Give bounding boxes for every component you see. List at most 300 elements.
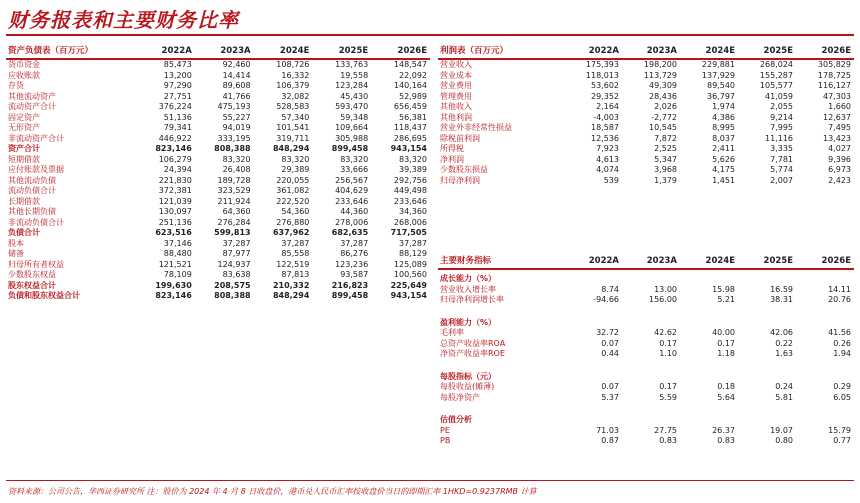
- row-label: 少数股东权益: [8, 270, 56, 279]
- balance-sheet-panel: [6, 44, 430, 302]
- row-value: 2,007: [770, 175, 793, 185]
- row-value: 319,711: [276, 133, 310, 143]
- row-label: 其他利润: [440, 112, 472, 122]
- row-label: 无形资产: [8, 123, 40, 132]
- row-label: 营业费用: [440, 81, 472, 90]
- year-header: 2024E: [254, 44, 313, 59]
- row-value: 83,320: [222, 154, 251, 164]
- row-value: 40.00: [712, 328, 735, 337]
- row-value: 682,635: [331, 228, 369, 237]
- row-value: 808,388: [214, 144, 251, 153]
- row-value: 41.56: [828, 328, 851, 337]
- table-header-row: [438, 44, 854, 59]
- table-row: [438, 134, 854, 145]
- year-header: 2024E: [680, 254, 738, 269]
- row-value: 34,360: [399, 207, 427, 216]
- row-value: 105,577: [759, 81, 793, 90]
- table-row: [438, 295, 854, 306]
- row-label: 管理费用: [440, 91, 472, 101]
- table-row: [438, 393, 854, 404]
- row-value: 13.00: [654, 284, 677, 294]
- row-value: -4,003: [593, 112, 619, 122]
- row-value: 59,348: [340, 112, 369, 122]
- row-value: 286,695: [393, 133, 427, 143]
- year-header: 2023A: [195, 44, 254, 59]
- row-value: 88,480: [163, 249, 192, 258]
- row-value: 24,394: [163, 165, 192, 174]
- row-value: 29,352: [591, 91, 619, 101]
- section-title: 成长能力（%）: [440, 274, 497, 283]
- row-value: 37,287: [281, 238, 310, 248]
- row-value: 593,470: [335, 102, 369, 111]
- row-value: 808,388: [214, 291, 251, 300]
- row-value: 18,587: [591, 123, 619, 132]
- table-row: [438, 59, 854, 71]
- section-gap: [438, 403, 854, 411]
- row-value: 97,290: [163, 81, 192, 90]
- row-value: 47,303: [823, 91, 851, 101]
- row-label: 少数股东损益: [440, 165, 488, 174]
- row-value: 216,823: [331, 280, 369, 290]
- row-value: 28,436: [649, 91, 677, 101]
- row-value: 1,379: [654, 175, 677, 185]
- year-header: 2023A: [622, 44, 680, 59]
- section-header-row: [438, 269, 854, 285]
- page-title: 财务报表和主要财务比率: [8, 8, 239, 32]
- row-label: 负债合计: [8, 228, 40, 237]
- year-header: 2026E: [796, 44, 854, 59]
- row-value: 539: [603, 175, 619, 185]
- row-value: 100,560: [393, 270, 427, 279]
- row-value: 16.59: [770, 284, 793, 294]
- row-label: 流动资产合计: [8, 102, 56, 111]
- row-value: 372,381: [158, 186, 192, 195]
- row-value: 0.83: [659, 436, 677, 445]
- row-value: 4,613: [596, 154, 619, 164]
- table-row: [6, 81, 430, 92]
- row-value: 0.18: [717, 382, 735, 391]
- row-value: 130,097: [158, 207, 192, 216]
- row-value: 156.00: [649, 295, 677, 304]
- row-value: 108,726: [276, 60, 310, 69]
- year-header: 2025E: [738, 44, 796, 59]
- row-value: 305,988: [335, 133, 369, 143]
- row-value: 7,495: [828, 123, 851, 132]
- row-value: 0.24: [775, 382, 793, 391]
- row-value: 106,279: [158, 154, 192, 164]
- row-value: 27.75: [654, 425, 677, 435]
- year-header: 2023A: [622, 254, 680, 269]
- row-value: 2,164: [596, 102, 619, 111]
- section-header-row: [438, 411, 854, 426]
- table-header-row: [438, 254, 854, 269]
- row-value: 133,763: [335, 60, 369, 69]
- row-value: 0.22: [775, 338, 793, 348]
- table-row: [438, 123, 854, 134]
- row-value: 623,516: [155, 228, 192, 237]
- table-header-title: 利润表（百万元）: [438, 44, 564, 59]
- row-value: 71.03: [596, 425, 619, 435]
- row-label: 净资产收益率ROE: [440, 349, 505, 358]
- year-header: 2022A: [564, 254, 622, 269]
- row-value: 7,995: [770, 123, 793, 132]
- row-value: 823,146: [155, 291, 192, 300]
- row-value: 41,059: [765, 91, 793, 101]
- row-value: 222,520: [276, 196, 310, 206]
- row-label: 长期借款: [8, 196, 40, 206]
- row-label: 营业收入: [440, 60, 472, 69]
- row-label: 应付账款及票据: [8, 165, 64, 174]
- table-row: [6, 113, 430, 124]
- row-label: 其他流动负债: [8, 175, 56, 185]
- section-title: 每股指标（元）: [440, 371, 496, 381]
- row-label: 其他流动资产: [8, 91, 56, 101]
- table-row: [438, 436, 854, 447]
- row-label: 非流动负债合计: [8, 217, 64, 227]
- table-row: [6, 102, 430, 113]
- row-value: 87,813: [281, 270, 310, 279]
- table-row: [6, 239, 430, 250]
- row-value: 32,082: [281, 91, 310, 101]
- row-value: 57,340: [281, 112, 310, 122]
- row-value: 0.83: [717, 436, 735, 445]
- row-value: 178,725: [817, 70, 851, 80]
- row-value: 7,923: [596, 144, 619, 153]
- row-value: 78,109: [163, 270, 192, 279]
- row-value: 32.72: [596, 328, 619, 337]
- row-value: 14,414: [222, 70, 251, 80]
- row-label: 短期借款: [8, 154, 40, 164]
- table-row: [6, 134, 430, 145]
- table-row: [6, 155, 430, 166]
- year-header: 2025E: [312, 44, 371, 59]
- row-label: 归母净利润增长率: [440, 295, 504, 304]
- row-value: 123,284: [335, 81, 369, 90]
- row-value: 94,019: [222, 123, 251, 132]
- row-value: 2,525: [654, 144, 677, 153]
- row-value: 278,006: [335, 217, 369, 227]
- row-value: 148,547: [393, 60, 427, 69]
- gap-cell: [438, 403, 854, 411]
- row-value: 54,360: [281, 207, 310, 216]
- row-value: 15.79: [828, 425, 851, 435]
- table-row: [438, 328, 854, 339]
- row-value: 446,922: [158, 133, 192, 143]
- source-note: 资料来源：公司公告，华西证券研究所 注：股价为 2024 年 4 月 8 日收盘价，港币兑人民币汇率按收盘价当日的即期汇率 1HKD=0.9237RMB 计算: [8, 487, 537, 496]
- row-value: 404,629: [335, 186, 369, 195]
- row-value: 2,026: [654, 102, 677, 111]
- row-value: 14.11: [828, 284, 851, 294]
- row-value: 2,055: [770, 102, 793, 111]
- section-header-row: [438, 314, 854, 329]
- row-value: 49,309: [649, 81, 677, 90]
- row-value: 1,974: [712, 102, 735, 111]
- row-value: 4,386: [712, 112, 735, 122]
- row-value: 0.07: [601, 338, 619, 348]
- row-value: 79,341: [163, 123, 192, 132]
- table-row: [438, 155, 854, 166]
- row-value: 7,781: [770, 154, 793, 164]
- table-header-row: [6, 44, 430, 59]
- row-value: 88,129: [399, 249, 427, 258]
- row-value: 276,284: [217, 217, 251, 227]
- row-value: -2,772: [651, 112, 677, 122]
- row-value: 211,924: [217, 196, 251, 206]
- table-row: [6, 123, 430, 134]
- row-value: 122,519: [276, 259, 310, 269]
- row-value: 36,797: [707, 91, 735, 101]
- row-value: 55,227: [222, 112, 251, 122]
- row-value: -94.66: [593, 295, 619, 304]
- row-value: 83,320: [399, 154, 427, 164]
- row-value: 19.07: [770, 425, 793, 435]
- row-value: 85,473: [163, 60, 192, 69]
- row-label: 每股收益(摊薄): [440, 382, 495, 391]
- table-row: [438, 426, 854, 437]
- row-label: 归母所有者权益: [8, 259, 64, 269]
- row-value: 83,638: [222, 270, 251, 279]
- row-label: PE: [440, 425, 450, 435]
- row-value: 899,458: [331, 291, 369, 300]
- row-value: 42.06: [770, 328, 793, 337]
- table-row: [438, 81, 854, 92]
- row-value: 268,024: [759, 60, 793, 69]
- row-value: 89,540: [707, 81, 735, 90]
- income-statement-table: [438, 44, 854, 186]
- row-value: 125,089: [393, 259, 427, 269]
- table-row: [438, 92, 854, 103]
- row-value: 0.17: [717, 338, 735, 348]
- row-value: 5.59: [659, 392, 677, 402]
- table-row: [438, 285, 854, 296]
- section-gap: [438, 306, 854, 314]
- row-value: 29,389: [281, 165, 310, 174]
- row-label: 负债和股东权益合计: [8, 291, 80, 300]
- row-value: 118,013: [585, 70, 619, 80]
- row-value: 376,224: [158, 102, 192, 111]
- row-value: 38.31: [770, 295, 793, 304]
- row-value: 8,037: [712, 133, 735, 143]
- row-label: 营业成本: [440, 70, 472, 80]
- row-value: 475,193: [217, 102, 251, 111]
- row-label: PB: [440, 436, 451, 445]
- row-label: 非流动资产合计: [8, 133, 64, 143]
- year-header: 2026E: [371, 44, 430, 59]
- row-value: 37,287: [399, 238, 427, 248]
- row-value: 109,664: [335, 123, 369, 132]
- row-value: 449,498: [393, 186, 427, 195]
- table-row: [438, 102, 854, 113]
- row-value: 221,830: [158, 175, 192, 185]
- row-label: 其他长期负债: [8, 207, 56, 216]
- row-value: 0.17: [659, 338, 677, 348]
- row-value: 220,055: [276, 175, 310, 185]
- row-value: 13,200: [163, 70, 192, 80]
- row-label: 存货: [8, 81, 24, 90]
- table-row: [6, 207, 430, 218]
- year-header: 2026E: [796, 254, 854, 269]
- row-value: 26.37: [712, 425, 735, 435]
- row-value: 64,360: [222, 207, 251, 216]
- row-value: 3,335: [770, 144, 793, 153]
- row-value: 233,646: [335, 196, 369, 206]
- row-value: 1.18: [717, 349, 735, 358]
- row-value: 12,637: [823, 112, 851, 122]
- row-value: 137,929: [701, 70, 735, 80]
- row-value: 210,332: [272, 280, 310, 290]
- row-value: 0.29: [833, 382, 851, 391]
- row-label: 股东权益合计: [8, 280, 56, 290]
- row-value: 0.80: [775, 436, 793, 445]
- ratios-table: [438, 254, 854, 447]
- row-label: 每股净资产: [440, 392, 480, 402]
- title-rule: [6, 34, 854, 36]
- table-row: [6, 165, 430, 176]
- row-value: 256,567: [335, 175, 369, 185]
- row-value: 121,039: [158, 196, 192, 206]
- row-value: 1,660: [828, 102, 851, 111]
- balance-sheet-table: [6, 44, 430, 302]
- row-value: 1.94: [833, 349, 851, 358]
- row-label: 固定资产: [8, 112, 40, 122]
- row-value: 323,529: [217, 186, 251, 195]
- row-label: 所得税: [440, 144, 464, 153]
- table-row: [438, 113, 854, 124]
- row-value: 20.76: [828, 295, 851, 304]
- row-value: 16,332: [281, 70, 310, 80]
- row-label: 股本: [8, 238, 24, 248]
- table-row: [6, 249, 430, 260]
- row-value: 899,458: [331, 144, 369, 153]
- row-value: 175,393: [585, 60, 619, 69]
- row-label: 资产合计: [8, 144, 40, 153]
- row-value: 13,423: [823, 133, 851, 143]
- table-row: [6, 176, 430, 187]
- row-value: 113,729: [643, 70, 677, 80]
- row-value: 11,116: [765, 133, 793, 143]
- row-value: 101,541: [276, 123, 310, 132]
- row-label: 总资产收益率ROA: [440, 338, 506, 348]
- table-row: [438, 71, 854, 82]
- row-value: 333,195: [217, 133, 251, 143]
- table-row: [6, 186, 430, 197]
- table-row: [6, 144, 430, 155]
- row-value: 5.37: [601, 392, 619, 402]
- row-value: 305,829: [817, 60, 851, 69]
- row-value: 92,460: [222, 60, 251, 69]
- row-value: 51,136: [163, 112, 192, 122]
- table-row: [6, 260, 430, 271]
- table-row: [6, 218, 430, 229]
- table-row: [438, 176, 854, 187]
- row-value: 7,872: [654, 133, 677, 143]
- row-value: 0.44: [601, 349, 619, 358]
- gap-cell: [438, 306, 854, 314]
- row-value: 251,136: [158, 217, 192, 227]
- table-row: [6, 92, 430, 103]
- row-value: 12,536: [591, 133, 619, 143]
- row-value: 848,294: [272, 144, 310, 153]
- row-value: 2,411: [712, 144, 735, 153]
- row-value: 599,813: [214, 228, 251, 237]
- row-label: 营业外非经常性损益: [440, 123, 512, 132]
- year-header: 2022A: [136, 44, 195, 59]
- year-header: 2024E: [680, 44, 738, 59]
- table-header-title: 主要财务指标: [438, 254, 564, 269]
- row-value: 41,766: [222, 91, 251, 101]
- table-row: [438, 165, 854, 176]
- row-value: 27,751: [163, 91, 192, 101]
- row-value: 106,379: [276, 81, 310, 90]
- row-value: 1.63: [775, 349, 793, 358]
- row-value: 26,408: [222, 165, 251, 174]
- table-row: [6, 281, 430, 292]
- row-value: 8,995: [712, 123, 735, 132]
- row-value: 37,287: [340, 238, 369, 248]
- gap-cell: [438, 360, 854, 368]
- row-label: 货币资金: [8, 60, 40, 69]
- row-value: 0.77: [833, 436, 851, 445]
- row-value: 42.62: [654, 328, 677, 337]
- row-value: 52,989: [399, 91, 427, 101]
- row-value: 848,294: [272, 291, 310, 300]
- row-value: 292,756: [393, 175, 427, 185]
- row-value: 33,666: [340, 165, 369, 174]
- row-value: 943,154: [390, 291, 427, 300]
- row-value: 4,175: [712, 165, 735, 174]
- row-value: 93,587: [340, 270, 369, 279]
- row-value: 140,164: [393, 81, 427, 90]
- row-value: 56,381: [399, 112, 427, 122]
- row-value: 121,521: [158, 259, 192, 269]
- row-value: 0.26: [833, 338, 851, 348]
- table-row: [438, 339, 854, 350]
- row-value: 89,608: [222, 81, 251, 90]
- row-value: 1,451: [712, 175, 735, 185]
- row-value: 44,360: [340, 207, 369, 216]
- row-value: 83,320: [281, 154, 310, 164]
- row-value: 5.81: [775, 392, 793, 402]
- row-value: 229,881: [701, 60, 735, 69]
- row-value: 276,880: [276, 217, 310, 227]
- row-value: 37,146: [163, 238, 192, 248]
- row-value: 0.07: [601, 382, 619, 391]
- section-header-row: [438, 368, 854, 383]
- table-row: [6, 71, 430, 82]
- ratios-panel: [438, 254, 854, 447]
- table-row: [438, 349, 854, 360]
- row-label: 营业收入增长率: [440, 284, 496, 294]
- row-value: 656,459: [393, 102, 427, 111]
- row-value: 15.98: [712, 284, 735, 294]
- row-value: 637,962: [272, 228, 310, 237]
- row-label: 流动负债合计: [8, 186, 56, 195]
- row-value: 9,214: [770, 112, 793, 122]
- table-row: [438, 382, 854, 393]
- row-value: 4,027: [828, 144, 851, 153]
- year-header: 2025E: [738, 254, 796, 269]
- row-value: 45,430: [340, 91, 369, 101]
- row-value: 199,630: [155, 280, 192, 290]
- row-value: 86,276: [340, 249, 369, 258]
- row-value: 87,977: [222, 249, 251, 258]
- row-label: 除税前利润: [440, 133, 480, 143]
- row-value: 5,347: [654, 154, 677, 164]
- row-value: 123,236: [335, 259, 369, 269]
- row-value: 9,396: [828, 154, 851, 164]
- row-value: 189,728: [217, 175, 251, 185]
- row-value: 2,423: [828, 175, 851, 185]
